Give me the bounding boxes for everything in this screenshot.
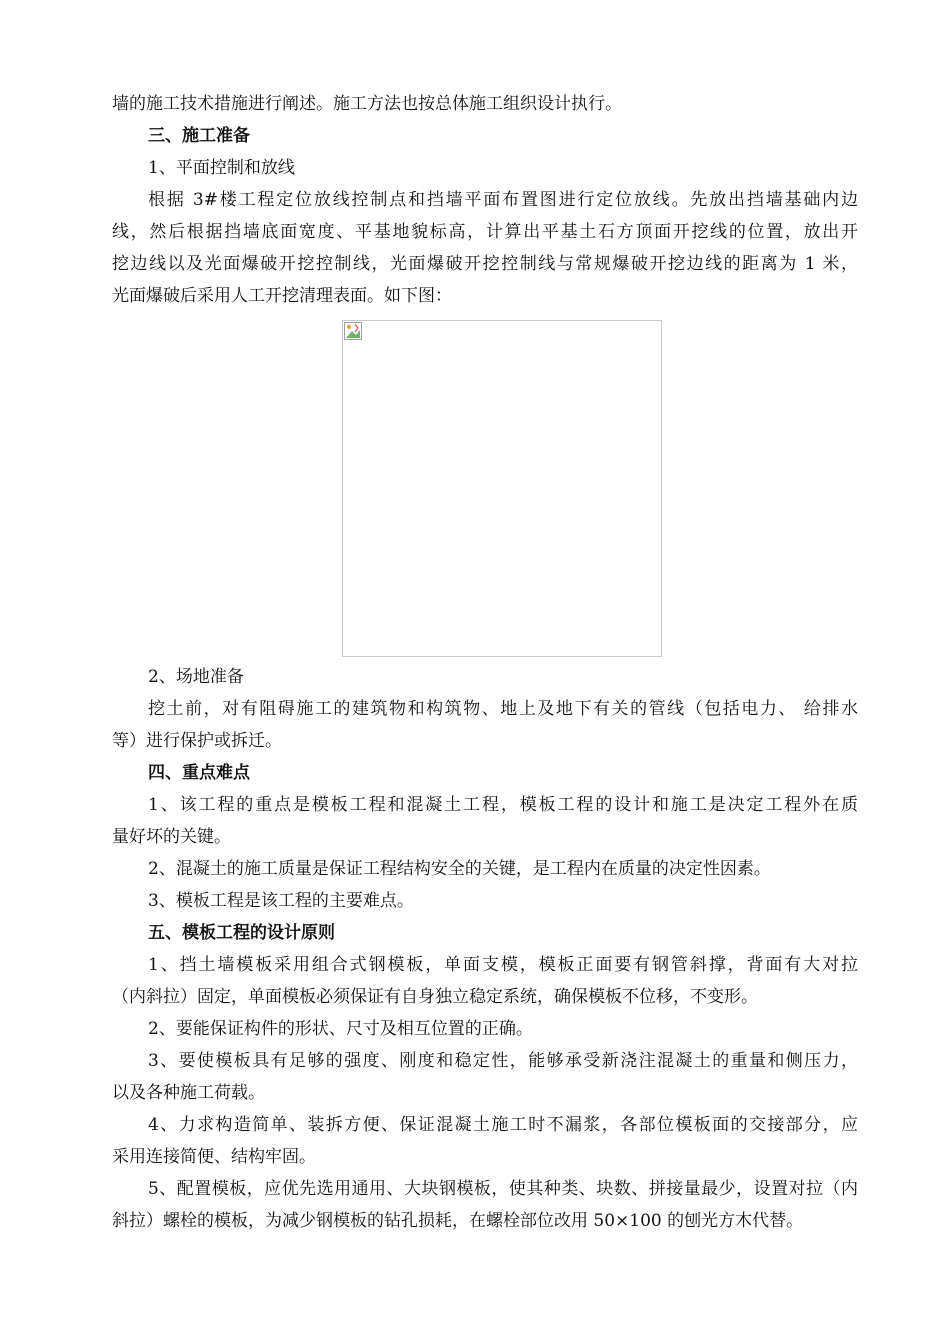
paragraph-line: 采用连接简便、结构牢固。 [112,1147,316,1167]
broken-image-icon [344,322,362,340]
paragraph-line: 斜拉）螺栓的模板，为减少钢模板的钻孔损耗，在螺栓部位改用 50×100 的刨光方木代替。 [112,1211,804,1231]
paragraph-line: 3、要使模板具有足够的强度、刚度和稳定性，能够承受新浇注混凝土的重量和侧压力， [148,1051,858,1071]
paragraph-line: 根据 3#楼工程定位放线控制点和挡墙平面布置图进行定位放线。先放出挡墙基础内边 [148,190,858,210]
text-line: 2、场地准备 [148,667,244,687]
paragraph-line: 1、该工程的重点是模板工程和混凝土工程，模板工程的设计和施工是决定工程外在质 [148,795,858,815]
paragraph-line: 等）进行保护或拆迁。 [112,731,282,751]
paragraph-line: 线，然后根据挡墙底面宽度、平基地貌标高，计算出平基土石方顶面开挖线的位置，放出开 [112,222,858,242]
figure-container [112,312,858,661]
paragraph-line: 5、配置模板，应优先选用通用、大块钢模板，使其种类、块数、拼接量最少，设置对拉（内 [148,1179,858,1199]
paragraph-line: 4、力求构造简单、装拆方便、保证混凝土施工时不漏浆，各部位模板面的交接部分，应 [148,1115,858,1135]
text-line: 1、平面控制和放线 [148,158,295,178]
section-heading: 三、施工准备 [148,126,250,146]
section-heading: 四、重点难点 [148,763,250,783]
paragraph-line: 量好坏的关键。 [112,827,231,847]
figure-image-placeholder [342,320,662,657]
paragraph-line: 2、混凝土的施工质量是保证工程结构安全的关键，是工程内在质量的决定性因素。 [148,859,771,879]
paragraph-line: 3、模板工程是该工程的主要难点。 [148,891,414,911]
paragraph-line: 以及各种施工荷载。 [112,1083,265,1103]
document-page [112,88,858,1237]
paragraph-line: 挖土前，对有阻碍施工的建筑物和构筑物、地上及地下有关的管线（包括电力、 给排水 [148,699,858,719]
section-heading: 五、模板工程的设计原则 [148,923,335,943]
paragraph-line: 2、要能保证构件的形状、尺寸及相互位置的正确。 [148,1019,533,1039]
paragraph-line: （内斜拉）固定，单面模板必须保证有自身独立稳定系统，确保模板不位移，不变形。 [112,987,758,1007]
paragraph-line: 光面爆破后采用人工开挖清理表面。如下图： [112,286,452,306]
text-line: 墙的施工技术措施进行阐述。施工方法也按总体施工组织设计执行。 [112,94,622,114]
paragraph-line: 1、挡土墙模板采用组合式钢模板，单面支模，模板正面要有钢管斜撑，背面有大对拉 [148,955,858,975]
paragraph-line: 挖边线以及光面爆破开挖控制线，光面爆破开挖控制线与常规爆破开挖边线的距离为 1 米， [112,254,858,274]
